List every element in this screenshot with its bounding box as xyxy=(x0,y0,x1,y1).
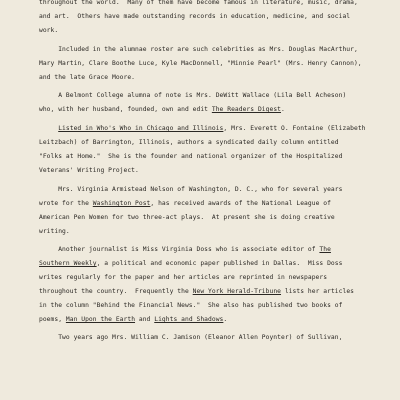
text-segment xyxy=(39,125,58,132)
text-line xyxy=(39,125,400,133)
text-line xyxy=(39,0,400,7)
underlined-title: The Readers Digest xyxy=(211,106,281,113)
text-line xyxy=(39,74,400,82)
text-segment: writing. xyxy=(39,228,70,235)
text-segment: . xyxy=(281,106,285,113)
text-segment: Leitzbach) of Barrington, Illinois, authors a syndicated daily column entitled xyxy=(39,139,339,146)
text-line xyxy=(39,288,400,296)
underlined-title: Southern Weekly xyxy=(39,260,97,267)
underlined-title: The xyxy=(319,246,331,253)
text-segment: wrote for the xyxy=(39,200,93,207)
text-line xyxy=(39,214,400,222)
text-line xyxy=(39,92,400,100)
text-segment: "Folks at Home." She is the founder and national organizer of the Hospitalized xyxy=(39,153,343,160)
text-segment: poems, xyxy=(39,316,66,323)
underlined-title: Lights and Shadows xyxy=(154,316,224,323)
text-segment: , a political and economic paper published in Dallas. Miss Doss xyxy=(96,260,343,267)
text-line xyxy=(39,334,400,342)
text-segment: and the late Grace Moore. xyxy=(39,74,136,81)
underlined-title: Washington Post xyxy=(92,200,151,207)
text-line xyxy=(39,60,400,68)
text-line xyxy=(39,228,400,236)
text-line xyxy=(39,274,400,282)
text-segment: Veterans' Writing Project. xyxy=(39,167,139,174)
text-segment: Mary Martin, Clare Boothe Luce, Kyle MacDonnell, "Minnie Pearl" (Mrs. Henry Cannon), xyxy=(39,60,362,67)
text-segment: lists her articles xyxy=(281,288,354,295)
text-segment: throughout the world. Many of them have become famous in literature, music, drama, xyxy=(39,0,358,6)
text-line xyxy=(39,260,400,268)
text-segment: , Mrs. Everett O. Fontaine (Elizabeth xyxy=(223,125,366,132)
text-segment: American Pen Women for two three-act plays. At present she is doing creative xyxy=(39,214,335,221)
text-segment: in the column "Behind the Financial News." She also has published two books of xyxy=(39,302,343,309)
text-line xyxy=(39,153,400,161)
text-line xyxy=(39,46,400,54)
underlined-title: New York Herald-Tribune xyxy=(192,288,282,295)
text-segment: who, with her husband, founded, own and edit xyxy=(39,106,212,113)
text-segment: Two years ago Mrs. William C. Jamison (Eleanor Allen Poynter) of Sullivan, xyxy=(39,334,343,341)
text-segment: throughout the country. Frequently the xyxy=(39,288,193,295)
text-line xyxy=(39,186,400,194)
text-line xyxy=(39,246,400,254)
underlined-title: Listed in Who's Who in Chicago and Illinois xyxy=(58,125,224,132)
text-segment: A Belmont College alumna of note is Mrs. DeWitt Wallace (Lila Bell Acheson) xyxy=(39,92,347,99)
text-segment: Another journalist is Miss Virginia Doss who is associate editor of xyxy=(39,246,320,253)
text-segment: Included in the alumnae roster are such celebrities as Mrs. Douglas MacArthur, xyxy=(39,46,358,53)
text-segment: . xyxy=(223,316,228,323)
text-segment: and art. Others have made outstanding records in education, medicine, and social xyxy=(39,13,351,20)
text-line xyxy=(39,302,400,310)
text-line xyxy=(39,316,400,324)
text-line xyxy=(39,167,400,175)
text-line xyxy=(39,106,400,114)
text-line xyxy=(39,139,400,147)
underlined-title: Man Upon the Earth xyxy=(65,316,136,323)
text-segment: and xyxy=(135,316,155,323)
text-segment: writes regularly for the paper and her articles are reprinted in newspapers xyxy=(39,274,328,281)
text-line xyxy=(39,200,400,208)
text-line xyxy=(39,13,400,21)
text-segment: Mrs. Virginia Armistead Nelson of Washington, D. C., who for several years xyxy=(39,186,343,193)
text-line xyxy=(39,27,400,35)
text-segment: , has received awards of the National League of xyxy=(150,200,331,207)
text-segment: work. xyxy=(39,27,59,34)
